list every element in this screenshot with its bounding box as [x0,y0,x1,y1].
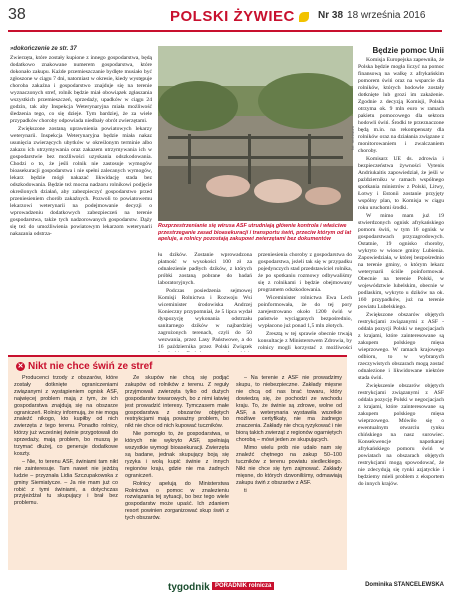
paragraph: Wiceminister rolnictwa Ewa Lech poinformowała, że do tej pory zarejestrowano około 1200 świń w państwie wyciąganych bezpośrednio, wypłacono już ponad 1,5 mln złotych. [258,295,352,329]
page-number: 38 [8,6,26,23]
paragraph: Nie pomogło to, że gospodarstwa, w których nie wykryto ASF, spełniają wszystkie wymogi bioasekuracji. Zwierzęta są badane, jednak skupujący boją się ryzyka i wolą kupić świnie z innych regionów kraju, gdzie nie ma żadnych ograniczeń. [125,431,229,479]
pig-farm-photo [158,46,353,221]
paragraph: Ze skupów nie chcą się podjąć zakupów od rolników z terenu. Z reguły przyjmowali zwierzęta tylko od dużych gospodarstw towarowych, bo z nimi łatwiej jest prowadzić interesy. Tymczasem małe gospodarstwa z obszarów objętych restrykcjami mają poważny problem, bo nikt nie chce od nich kupować tuczników. [125,375,229,430]
photo-caption: Rozprzestrzenianie się wirusa ASF utrudniają głównie kontrola i właściwe przestrzeganie zasad bioasekuracji i transportu świń, przeciw którym od lat apeluje, a rolnicy pozostają zakupowi zwierzętami bez dokumentów [158,223,352,243]
paragraph: przeniesienia choroby z gospodarstwa do gospodarstwa, jeżeli tak się w przypadku pojedynczych stad przedstawiciel rolnika, że po spotkaniu rozmowy odbywaliśmy się z rolnikami i będzie obejmowany programem odszkodowania. [258,252,352,293]
paragraph: Rolnicy apelują do Ministerstwa Rolnictwa o pomoc w znalezieniu rozwiązania tej sytuacji, bo bez tego wiele gospodarstw może upaść. Ich zdaniem resort powinien zorganizować skup świń z tych obszarów. [125,480,229,522]
paragraph: Zwiększone zostaną uprawnienia powiatowych lekarzy weterynarii. Inspekcja Weterynaryjna będzie miała nakaz usunięcia zwierzęcych ubytków w określonym terminie albo zakazu ich utrzymywania oraz zakazem utrzymywania ich w gospodarstwie bez możliwości uzyskania odszkodowania. Chodzi o to, że jeśli rolnik nie zastosuje wymogów bioasekuracji gospodarstwa i nie spełni zalecanych wymogów, lekarz będzie mógł nakazać likwidację stada bez odszkodowania. Będzie też mocna nadzoru rolnikowi podjęcie określonych działań, aby zabezpieczyć gospodarstwo przed przeniesieniem chorób zakaźnych. Pozwoli to powiatowemu lekarzowi weterynarii na podejmowanie decyzji o wprowadzeniu dodatkowych zabezpieczeń na terenie gospodarstwa, także tych nadzorowanych gospodarstw. Dąży się też do umożliwienia powiatowym lekarzom weterynarii nakazania odstrza- [10,126,152,237]
paragraph: Komisja Europejska zapewniła, że Polska będzie mogła liczyć na pomoc finansową na walkę z afrykańskim pomorem świń oraz na wsparcie dla rolników, których hodowle zostały dotknięte lub grozi im zakażenie. Zgodnie z decyzją Komisji, Polska otrzyma ok. 9 mln euro w ramach pakietu pomocowego dla sektora hodowli świń. Środki te przeznaczone będą m.in. na rekompensaty dla rolników oraz na działania związane z monitorowaniem i zwalczaniem choroby. [358,57,444,154]
box-column-3 [236,375,342,567]
photo-credit: fot. archiwum [350,126,355,150]
paragraph: Zwiększone obszarów objętych restrykcjami związanymi z ASF - oddala pozycji Polski w negocjacjach z krajami, które zainteresowane są zakupem polskiego mięsa wieprzowego. W ramach krajowego odbioru, to w wybranych rzeczywistych obszarach mogą zostać odnalezione i likwidowane niektóre stada świń. [358,312,444,381]
tygodnik-logo: tygodnik [168,582,210,593]
paragraph: łu dzików. Zostanie wprowadzona płatność w wysokości 100 zł za odnalezienie padłych dzików, z których próbki zostaną pobrane do badań laboratoryjnych. [158,252,252,286]
paragraph: W mimo mam już 19 stwierdzonych ognisk afrykańskiego pomoru świń, w tym 16 ognisk w gospodarstwach przyzagrodowych. Ostatnie, 19 ognisko choroby, wykryto w wiosce gminy Lubienia. Zapowiedziała, w której bezpośrednio na terenie gminy, o którym lekarz weterynarii ściśle poinformował. Obecnie na terenie Polski, w województwie lubelskim, obecnie w podlaskim, wykryto u dzików na ok. 160 przypadków, już na terenie powiatu Lubelskiego. [358,213,444,310]
article-column-2 [158,252,252,352]
article-column-3 [258,252,352,352]
paragraph: Zresztą w tej sprawie obecnie trwają konsultacje z Ministerstwem Zdrowia, by rolnicy mogli korzystać z możliwości [258,331,352,351]
paragraph: Zwierzęta, które zostały kupione z innego gospodarstwa, będą dodatkowo znakowane numerem gospodarstwa, które dokonało zakupu. Każde przemieszczanie bydlęte musiało być zgłoszone w ciągu 7 dni, natomiast w okresie, kiedy występuje choroba zakaźna i gospodarstwo znajduje się na terenie wyznaczonych stref, rolnik będzie miał obowiązek zgłaszania wszystkich przemieszczeń, sprzedaży, upadków w ciągu 24 godzin, tak aby Inspekcja Weterynaryjna miała możliwość śledzenia tego, co się dzieje. Tym bardziej, że za wiele przypadków choroby odpowiada niedbały obrót zwierzętami. [10,55,152,124]
paragraph: Podczas posiedzenia sejmowej Komisji Rolnictwa i Rozwoju Wsi wiceminister środowiska Andrzej Konieczny przypomniał, że 5 lipca wydał dyspozycję wykonania odstrzału sanitarnego dzików w najbardziej zagrożonych terenach, czyli do 50 wezwania, przez Lasy Państwowe, a do 16 października przez Polski Związek [158,288,252,350]
box-column-1 [14,375,118,567]
issue-info [318,10,425,21]
paragraph: Mimo wielu prób nie udało nam się znaleźć chętnego na zakup 50–100 tuczników z terenu powiatu siedleckiego. Nikt nie chce się tym zajmować. Zakłady mięsne, do których dzwoniliśmy, odmawiają zakupu świń z obszarów z ASF. [236,445,342,486]
x-mark-icon: ✕ [17,363,24,370]
issue-date: 18 września 2016 [347,10,426,21]
paragraph: – Nie, to terenu ASF, świniami tam nikt nie zainteresuje. Tam nawet nie jeżdżą ludzie – przyznała Lidia Szczupakowska z gminy Siemiatycze. – Ja nie mam już co robić z tymi świniami, a dotychczas przyjeżdżał tu skupujący i brał bez problemu. [14,458,118,507]
page-header [0,0,450,40]
paragraph: – Na terenie z ASF nie prowadzimy skupu, to niebezpieczne. Zakłady mięsne nie chcą od nas brać towaru, który dowiedzą się, że pochodzi ze wschodu kraju. To, że świnie są zdrowe, wolne od ASF, a weterynaria wystawiła wszelkie możliwe certyfikaty, nie ma żadnego znaczenia. Zakłady nie chcą ryzykować i nie biorą takich zwierząt z regionów ogarniętych chorobą – mówi jeden ze skupujących. [236,375,342,444]
box-title [16,361,153,372]
side-article-column [358,57,444,579]
continuation-label: »dokończenie ze str. 37 [10,46,77,52]
box-title-text: Nikt nie chce świń ze stref [28,361,153,372]
header-rule [8,30,442,32]
section-title [170,8,309,25]
author-signature: Dominika STANCELEWSKA [365,582,444,588]
issue-number: Nr 38 [318,10,344,21]
box-column-2 [125,375,229,567]
leaf-icon [299,12,309,22]
sidebar-box [8,355,347,570]
article-photo [158,46,353,221]
paragraph: Komisarz UE ds. zdrowia i bezpieczeństwa żywności Vytenis Andriukaitis zapowiedział, że jeśli w październiku w ramach wspólnego spotkania ministrów z Polski, Litwy, Łotwy i Estonii zostanie przyjęty wspólny plan, to Komisja w ciągu roku uruchomi środki. [358,156,444,211]
page-footer [0,574,450,600]
poradnik-logo: PORADNIK rolnicza [212,582,274,590]
paragraph: Zwiększenie obszarów objętych restrykcjami związanymi z ASF oddala pozycję Polski w negocjacjach z krajami, które zainteresowane są zakupem polskiego mięsa wieprzowego. Mówiło się o ewentualnym otwarciu rynku chińskiego na nasz surowiec. Konsekwencje napotkanej afrykańskiego pomoru świń w powiatach na obszarach objętych restrykcjami mogą spowodować, że nie zdecydują się rynki azjatyckie i będziemy mieli problem z eksportem do innych krajów. [358,383,444,487]
article-column-1 [10,55,152,351]
section-title-text: POLSKI ŻYWIEC [170,8,295,25]
paragraph: Producenci trzody z obszarów, które zostały dotknięte ograniczeniami związanymi z wystąpieniem ognisk ASF, najwięcej problem mają z tym, że ich gospodarstwa znajdują się na obszarze ograniczeń. Rolnicy informują, że nie mogą znaleźć nikogo, kto kupiłby od nich zwierzęta z tego terenu. Ponadto rolnicy, którzy już wcześniej świnie przygotowali do sprzedaży, mają problem, bo muszą je trzymać dłużej, co generuje dodatkowe koszty. [14,375,118,457]
side-article-title: Będzie pomoc Unii [372,46,444,55]
paragraph: ti [244,487,247,494]
